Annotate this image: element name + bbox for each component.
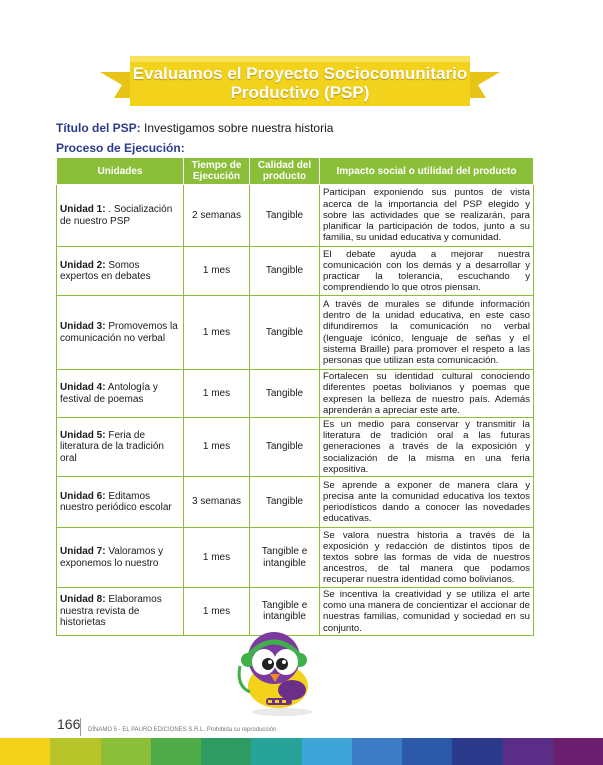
header-time: Tiempo de Ejecución [184,158,250,185]
stripe [251,738,301,765]
unit-cell: Unidad 7: Valoramos y exponemos lo nuestro [57,528,184,588]
time-cell: 3 semanas [184,477,250,528]
header-quality: Calidad del producto [250,158,320,185]
execution-table [56,157,534,636]
table-row [57,247,534,296]
impact-cell: Se valora nuestra historia a través de la exposición y redacción de distintos tipos de textos sobre las formas de vida de nuestros ancestros, de tal manera que podamos recuperar nuestra identidad como bolivianos. [320,528,534,588]
time-cell: 1 mes [184,370,250,418]
unit-cell: Unidad 1: . Socialización de nuestro PSP [57,185,184,247]
time-cell: 1 mes [184,588,250,636]
table-row [57,370,534,418]
color-stripe-bar [0,738,603,765]
stripe [101,738,151,765]
unit-cell: Unidad 6: Editamos nuestro periódico escolar [57,477,184,528]
quality-cell: Tangible [250,477,320,528]
stripe [201,738,251,765]
table-row [57,185,534,247]
page-title: Evaluamos el Proyecto Sociocomunitario Productivo (PSP) [132,64,468,102]
stripe [352,738,402,765]
quality-cell: Tangible e intangible [250,528,320,588]
time-cell: 1 mes [184,418,250,477]
table-row [57,418,534,477]
unit-cell: Unidad 4: Antología y festival de poemas [57,370,184,418]
table-row [57,528,534,588]
unit-cell: Unidad 3: Promovemos la comunicación no verbal [57,296,184,370]
quality-cell: Tangible [250,370,320,418]
footer-divider [80,718,81,736]
quality-cell: Tangible [250,418,320,477]
stripe [0,738,50,765]
psp-title-line [56,121,333,135]
stripe [50,738,100,765]
quality-cell: Tangible [250,296,320,370]
time-cell: 1 mes [184,247,250,296]
stripe [452,738,502,765]
table-header-row [57,158,534,185]
quality-cell: Tangible [250,185,320,247]
impact-cell: Participan exponiendo sus puntos de vista acerca de la importancia del PSP elegido y sobre las actividades que se realizarán, para planificar la participación de todos, junto a su familia, su unidad educativa y comunidad. [320,185,534,247]
impact-cell: El debate ayuda a mejorar nuestra comunicación con los demás y a desarrollar y practicar la tolerancia, escuchando y comprendiendo lo que otros piensan. [320,247,534,296]
impact-cell: Es un medio para conservar y transmitir la literatura de tradición oral a las futuras generaciones a través de la exposición y socialización de la misma en una feria expositiva. [320,418,534,477]
psp-label: Título del PSP: [56,121,141,135]
quality-cell: Tangible e intangible [250,588,320,636]
footer-copyright: DÍNAMO 5 - EL PAURO EDICIONES S.R.L. Prohibida su reproducción [88,727,277,733]
header-impact: Impacto social o utilidad del producto [320,158,534,185]
stripe [553,738,603,765]
time-cell: 1 mes [184,528,250,588]
stripe [503,738,553,765]
psp-value: Investigamos sobre nuestra historia [144,121,334,135]
unit-cell: Unidad 8: Elaboramos nuestra revista de historietas [57,588,184,636]
time-cell: 1 mes [184,296,250,370]
header-units: Unidades [57,158,184,185]
time-cell: 2 semanas [184,185,250,247]
page-number: 166 [57,716,81,732]
stripe [302,738,352,765]
impact-cell: Se aprende a exponer de manera clara y precisa ante la comunidad educativa los textos periodísticos dando a conocer las novedades educativas. [320,477,534,528]
unit-cell: Unidad 2: Somos expertos en debates [57,247,184,296]
table-row [57,296,534,370]
impact-cell: A través de murales se difunde información dentro de la unidad educativa, en este caso difundiremos la comunicación no verbal (lenguaje icónico, lenguaje de señas y el sistema Braille) para promover el respeto a las personas que utilizan esta comunicación. [320,296,534,370]
unit-cell: Unidad 5: Feria de literatura de la tradición oral [57,418,184,477]
table-row [57,477,534,528]
process-heading: Proceso de Ejecución: [56,141,185,155]
quality-cell: Tangible [250,247,320,296]
impact-cell: Se incentiva la creatividad y se utiliza el arte como una manera de concientizar el accionar de nuestras familias, comunidad y sociedad en su conjunto. [320,588,534,636]
stripe [402,738,452,765]
stripe [151,738,201,765]
impact-cell: Fortalecen su identidad cultural conociendo diferentes poetas bolivianos y poemas que expresen la belleza de nuestro país. Además aprenderán a apreciar este arte. [320,370,534,418]
owl-mascot-icon [230,626,330,718]
